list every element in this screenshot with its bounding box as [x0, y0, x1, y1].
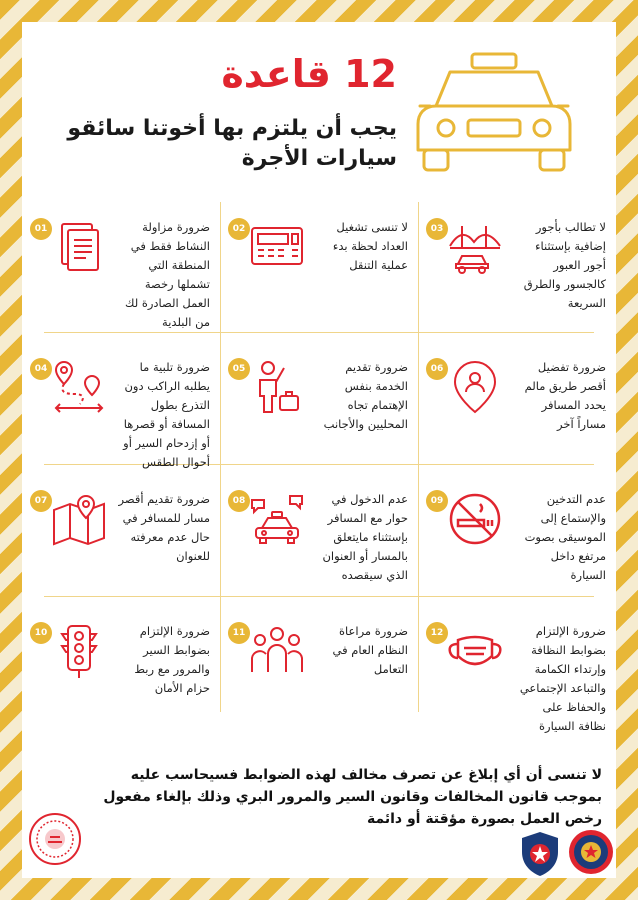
rule-08 — [220, 464, 418, 596]
taxi-hero-icon — [410, 50, 578, 178]
location-person-icon — [446, 358, 504, 416]
rule-12 — [418, 596, 616, 733]
rule-text: لا تنسى تشغيل العداد لحظة بدء عملية التنقل — [332, 220, 408, 272]
municipality-seal-icon — [28, 812, 82, 866]
rule-text: ضرورة تلبية ما يطلبه الراكب دون التذرع بطول المسافة أو قصرها أو إزدحام السير أو أحوال الطقس — [123, 360, 210, 469]
map-pin-icon — [50, 490, 108, 548]
no-smoking-icon — [446, 490, 504, 548]
people-icon — [248, 622, 306, 680]
taxi-chat-icon — [248, 490, 306, 548]
rule-text: ضرورة تفضيل أقصر طريق مالم يحدد المسافر مساراً آخر — [524, 360, 606, 431]
rule-number: 12 — [426, 622, 448, 644]
rule-number: 11 — [228, 622, 250, 644]
bridge-car-icon — [446, 218, 504, 276]
rule-number: 02 — [228, 218, 250, 240]
rule-text: ضرورة مراعاة النظام العام في التعامل — [332, 624, 408, 676]
document-icon — [50, 218, 108, 276]
rule-text: لا تطالب بأجور إضافية بإستثناء أجور العبور كالجسور والطرق السريعة — [523, 220, 606, 310]
rule-text: ضرورة تقديم أقصر مسار للمسافر في حال عدم معرفته للعنوان — [118, 492, 210, 563]
rule-03 — [418, 192, 616, 324]
rule-02 — [220, 192, 418, 324]
rule-number: 10 — [30, 622, 52, 644]
rule-10 — [22, 596, 220, 728]
rule-number: 01 — [30, 218, 52, 240]
rule-number: 03 — [426, 218, 448, 240]
footer-note: لا تنسى أن أي إبلاغ عن تصرف مخالف لهذه الضوابط فسيحاسب عليه بموجب قانون المخالفات وقانون السير والمرور البري وذلك بإلغاء مفعول رخص العمل بصورة مؤقتة أو دائمة — [103, 767, 602, 827]
rule-text: عدم التدخين والإستماع إلى الموسيقى بصوت مرتفع داخل السيارة — [524, 492, 606, 582]
poster-card — [22, 22, 616, 878]
rule-05 — [220, 332, 418, 464]
taximeter-icon — [248, 218, 306, 276]
rule-09 — [418, 464, 616, 596]
rule-number: 07 — [30, 490, 52, 512]
rule-number: 05 — [228, 358, 250, 380]
rule-text: ضرورة الإلتزام بضوابط السير والمرور مع ربط حزام الأمان — [134, 624, 210, 695]
rule-text: ضرورة مزاولة النشاط فقط في المنطقة التي تشملها رخصة العمل الصادرة لك من البلدية — [125, 220, 210, 329]
page-title: 12 قاعدة — [221, 52, 397, 96]
route-icon — [50, 358, 108, 416]
rule-number: 08 — [228, 490, 250, 512]
rule-07 — [22, 464, 220, 596]
rule-number: 06 — [426, 358, 448, 380]
rule-04 — [22, 332, 220, 469]
rule-number: 04 — [30, 358, 52, 380]
rule-text: ضرورة تقديم الخدمة بنفس الإهتمام تجاه المحليين والأجانب — [323, 360, 408, 431]
police-badge-icon — [518, 830, 562, 878]
rule-06 — [418, 332, 616, 464]
passenger-luggage-icon — [248, 358, 306, 416]
rule-01 — [22, 192, 220, 329]
rule-11 — [220, 596, 418, 728]
rule-text: عدم الدخول في حوار مع المسافر بإستثناء مايتعلق بالمسار أو العنوان الذي سيقصده — [322, 492, 408, 582]
traffic-light-icon — [50, 622, 108, 680]
rule-number: 09 — [426, 490, 448, 512]
gendarmerie-badge-icon — [568, 826, 614, 878]
mask-icon — [446, 622, 504, 680]
page-subtitle: يجب أن يلتزم بها أخوتنا سائقو سيارات الأجرة — [67, 116, 397, 171]
rule-text: ضرورة الإلتزام بضوابط النظافة وإرتداء الكمامة والتباعد الإجتماعي والحفاظ على نظافة السيارة — [519, 624, 606, 733]
